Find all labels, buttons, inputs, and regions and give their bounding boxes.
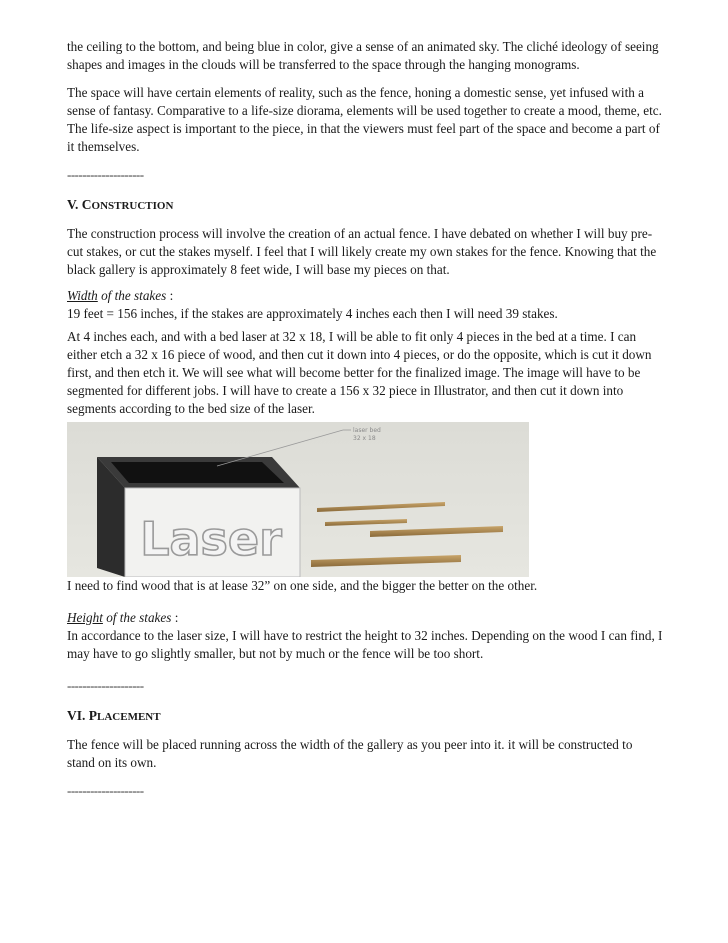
laser-bed-illustration — [67, 422, 529, 577]
separator: -------------------- — [67, 167, 144, 182]
height-label-word: Height — [67, 610, 103, 625]
paragraph-construction: The construction process will involve the creation of an actual fence. I have debated on whether I will buy pre-cut stakes, or cut the stakes myself. I feel that I will likely create my own stakes for the fence. Knowing that the black gallery is approximately 8 feet wide, I will base my pieces on that. — [67, 226, 657, 277]
laser-box-opening — [111, 462, 284, 483]
annotation-dimensions: 32 x 18 — [353, 435, 376, 442]
separator-3: -------------------- — [67, 783, 144, 798]
width-colon: : — [166, 288, 174, 303]
height-label-rest: of the stakes — [102, 610, 172, 625]
width-label-word: Width — [67, 288, 98, 303]
section-title-initial: C — [81, 197, 92, 212]
paragraph-width-1: 19 feet = 156 inches, if the stakes are approximately 4 inches each then I will need 39 stakes. — [67, 306, 558, 321]
height-colon: : — [171, 610, 179, 625]
document-page — [67, 38, 663, 800]
section-heading-placement — [67, 707, 663, 726]
paragraph-placement: The fence will be placed running across the width of the gallery as you peer into it. it will be constructed to stand on its own. — [67, 737, 633, 770]
section-title-initial-6: P — [88, 708, 98, 723]
section-title-rest: ONSTRUCTION — [91, 200, 174, 212]
paragraph-sky: the ceiling to the bottom, and being blue in color, give a sense of an animated sky. The cliché ideology of seeing shapes and images in the clouds will be transferred to the space through the hanging monograms. — [67, 39, 659, 72]
width-label-rest: of the stakes — [97, 288, 167, 303]
height-label — [67, 609, 663, 627]
paragraph-reality: The space will have certain elements of reality, such as the fence, honing a domestic sense, yet infused with a sense of fantasy. Comparative to a life-size diorama, elements will be used together to create a mood, theme, etc. The life-size aspect is important to the piece, in that the viewers must feel part of the space and become a part of it themselves. — [67, 85, 662, 154]
section-number: V. — [67, 197, 82, 212]
paragraph-height: In accordance to the laser size, I will have to restrict the height to 32 inches. Depending on the wood I can find, I may have to go slightly smaller, but not by much or the fence will be too short. — [67, 628, 663, 661]
laser-bed-figure — [67, 422, 529, 577]
paragraph-wood: I need to find wood that is at lease 32” on one side, and the bigger the better on the other. — [67, 578, 538, 593]
section-title-rest-6: LACEMENT — [97, 711, 161, 723]
section-number-6: VI. — [67, 708, 89, 723]
separator-2: -------------------- — [67, 678, 144, 693]
paragraph-width-2: At 4 inches each, and with a bed laser at 32 x 18, I will be able to fit only 4 pieces in the bed at a time. I can either etch a 32 x 16 piece of wood, and then cut it down into 4 pieces, or do the opposite, which is cut it down first, and then etch it. We will see what will become better for the finalized image. The image will have to be segmented for different jobs. I will have to create a 156 x 32 piece in Illustrator, and then cut it down into segments according to the bed size of the laser. — [67, 329, 652, 416]
laser-text: Laser — [140, 512, 282, 566]
width-label — [67, 287, 663, 305]
section-heading-construction — [67, 196, 663, 215]
annotation-laser-bed: laser bed — [353, 427, 381, 434]
